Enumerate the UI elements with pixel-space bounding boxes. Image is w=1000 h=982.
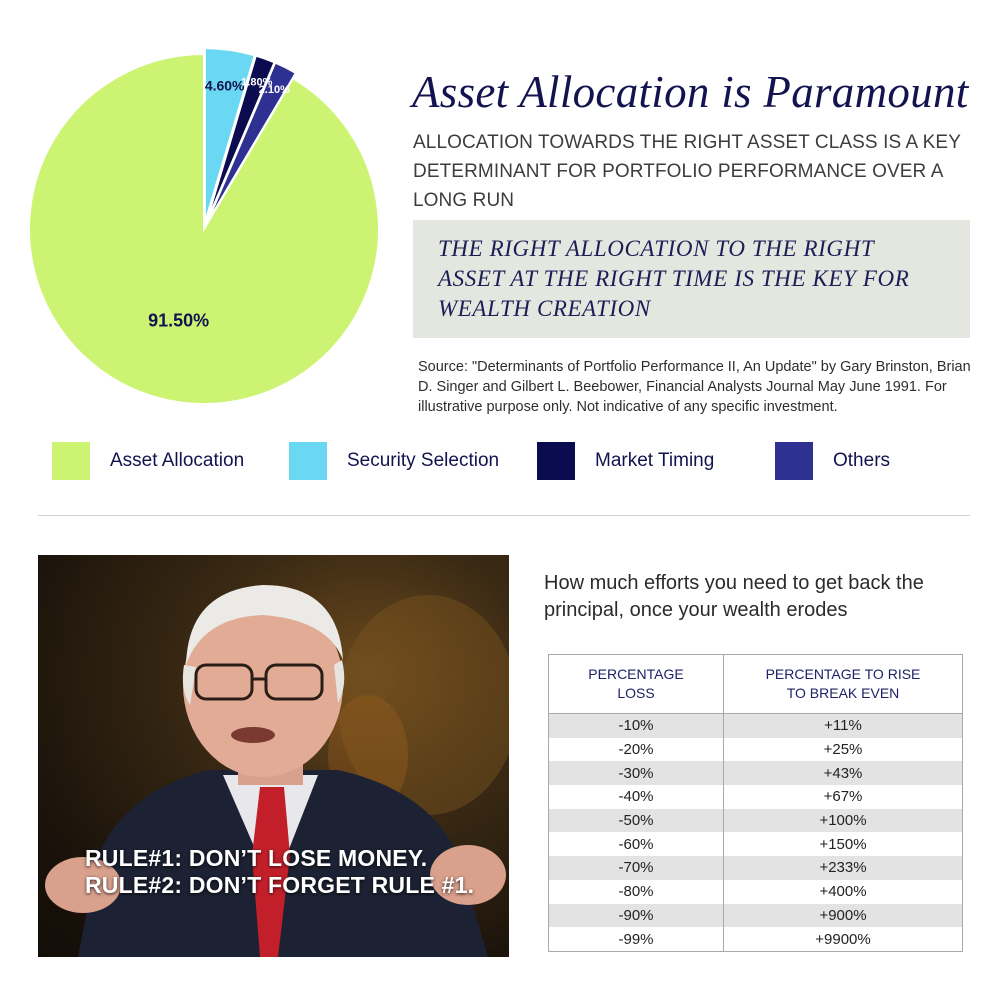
quote-line-3: WEALTH CREATION: [438, 296, 651, 321]
pie-label-others: 2.10%: [258, 83, 290, 96]
legend-item-security-selection: [289, 441, 499, 481]
legend-label: Market Timing: [595, 450, 715, 471]
rise-cell: +900%: [724, 904, 963, 928]
chart-legend: [52, 441, 972, 481]
legend-item-market-timing: [537, 441, 714, 481]
quote-box: [413, 220, 970, 338]
loss-cell: -40%: [549, 785, 724, 809]
break-even-table: [548, 654, 963, 952]
col-header-loss: [549, 655, 724, 714]
legend-label: Asset Allocation: [110, 450, 245, 471]
col-header-line: PERCENTAGE: [588, 666, 684, 682]
rise-cell: +150%: [724, 832, 963, 856]
pie-label-security-selection: 4.60%: [204, 77, 245, 94]
rise-cell: +400%: [724, 880, 963, 904]
legend-swatch: [775, 442, 813, 480]
table-row: [549, 904, 963, 928]
col-header-line: PERCENTAGE TO RISE: [765, 666, 921, 682]
table-row: [549, 927, 963, 951]
col-header-line: LOSS: [617, 685, 655, 701]
rise-cell: +43%: [724, 761, 963, 785]
rise-cell: +233%: [724, 856, 963, 880]
effort-title: How much efforts you need to get back the principal, once your wealth erodes: [544, 572, 924, 621]
legend-swatch: [537, 442, 575, 480]
loss-cell: -90%: [549, 904, 724, 928]
section-divider: [38, 515, 970, 516]
pie-label-market-timing: 1.80%: [241, 76, 273, 89]
table-row: [549, 856, 963, 880]
rise-cell: +67%: [724, 785, 963, 809]
table-row: [549, 785, 963, 809]
col-header-rise: [724, 655, 963, 714]
loss-cell: -10%: [549, 714, 724, 738]
rise-cell: +100%: [724, 809, 963, 833]
page-title: Asset Allocation is Paramount: [412, 67, 969, 117]
table-row: [549, 880, 963, 904]
source-note: Source: "Determinants of Portfolio Performance II, An Update" by Gary Brinston, Brian D. Singer and Gilbert L. Beebower, Financial Analysts Journal May June 1991. For illustrative purpose only. Not indicative of any specific investment.: [418, 359, 971, 415]
legend-item-others: [775, 441, 890, 481]
rule-2-text: RULE#2: DON’T FORGET RULE #1.: [85, 872, 475, 898]
pie-chart: [0, 0, 410, 420]
loss-cell: -70%: [549, 856, 724, 880]
table-row: [549, 714, 963, 738]
loss-cell: -30%: [549, 761, 724, 785]
rise-cell: +9900%: [724, 927, 963, 951]
legend-swatch: [289, 442, 327, 480]
rise-cell: +25%: [724, 738, 963, 762]
legend-label: Others: [833, 450, 891, 471]
legend-item-asset-allocation: [52, 441, 244, 481]
pie-label-asset-allocation: 91.50%: [148, 310, 210, 331]
page-subtitle: ALLOCATION TOWARDS THE RIGHT ASSET CLASS IS A KEY DETERMINANT FOR PORTFOLIO PERFORMANCE OVER A LONG RUN: [413, 132, 961, 211]
quote-line-2: ASSET AT THE RIGHT TIME IS THE KEY FOR: [438, 266, 910, 291]
table-header-row: [549, 655, 963, 714]
table-row: [549, 832, 963, 856]
table-row: [549, 738, 963, 762]
rise-cell: +11%: [724, 714, 963, 738]
speaker-photo: [38, 555, 509, 957]
rule-1-text: RULE#1: DON’T LOSE MONEY.: [85, 845, 428, 871]
loss-cell: -80%: [549, 880, 724, 904]
legend-swatch: [52, 442, 90, 480]
quote-line-1: THE RIGHT ALLOCATION TO THE RIGHT: [438, 236, 875, 261]
legend-label: Security Selection: [347, 450, 500, 471]
loss-cell: -60%: [549, 832, 724, 856]
loss-cell: -99%: [549, 927, 724, 951]
table-row: [549, 761, 963, 785]
loss-cell: -20%: [549, 738, 724, 762]
loss-cell: -50%: [549, 809, 724, 833]
col-header-line: TO BREAK EVEN: [786, 685, 900, 701]
table-row: [549, 809, 963, 833]
